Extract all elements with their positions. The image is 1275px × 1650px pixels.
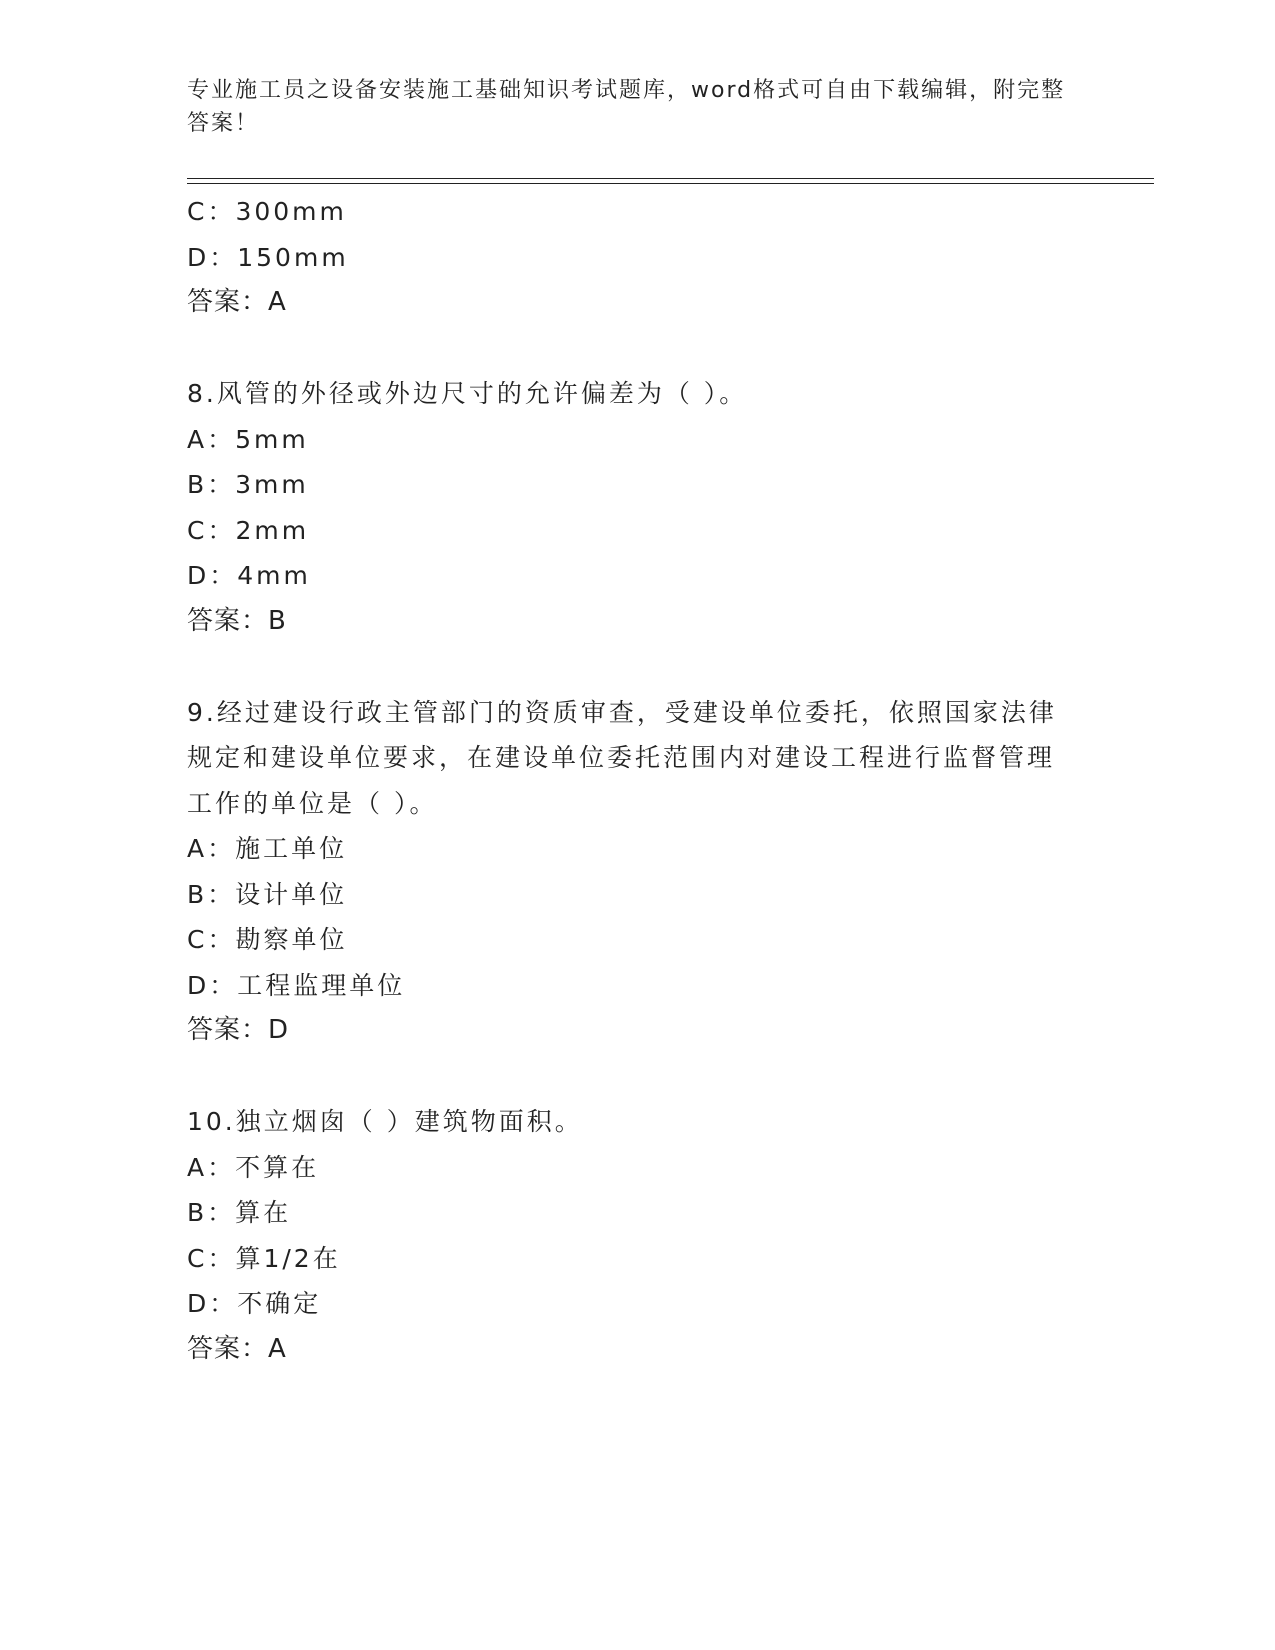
spacer — [187, 644, 1067, 690]
answer: 答案：B — [187, 605, 287, 636]
option-a: A：5mm — [187, 424, 309, 454]
answer: 答案：A — [187, 1333, 287, 1364]
header-rule-bottom — [187, 183, 1154, 184]
spacer — [187, 1054, 1067, 1100]
question-9 — [187, 690, 1067, 1054]
option-d: D：150mm — [187, 242, 349, 272]
answer: 答案：A — [187, 287, 287, 317]
question-10 — [187, 1099, 1067, 1372]
question-text: 9.经过建设行政主管部门的资质审查，受建设单位委托，依照国家法律规定和建设单位要求，在建设单位委托范围内对建设工程进行监督管理工作的单位是（ ）。 — [187, 697, 1057, 818]
option-b: B：算在 — [187, 1198, 292, 1227]
option-a: A：不算在 — [187, 1152, 320, 1182]
option-b: B：3mm — [187, 470, 309, 499]
header-title: 专业施工员之设备安装施工基础知识考试题库，word格式可自由下载编辑，附完整答案！ — [187, 78, 1066, 136]
question-text: 8.风管的外径或外边尺寸的允许偏差为（ ）。 — [187, 379, 748, 408]
option-c: C：300mm — [187, 197, 347, 226]
header-rule-top — [187, 178, 1154, 179]
spacer — [187, 326, 1067, 372]
option-a: A：施工单位 — [187, 834, 348, 863]
question-8 — [187, 371, 1067, 644]
document-header — [187, 74, 1067, 140]
question-text: 10.独立烟囱（ ）建筑物面积。 — [187, 1107, 583, 1136]
option-c: C：2mm — [187, 515, 310, 545]
document-body — [187, 189, 1067, 1372]
option-d: D：4mm — [187, 561, 311, 590]
option-c: C：算1/2在 — [187, 1243, 341, 1273]
option-d: D：工程监理单位 — [187, 970, 406, 1000]
option-d: D：不确定 — [187, 1289, 322, 1318]
answer: 答案：D — [187, 1015, 290, 1045]
option-b: B：设计单位 — [187, 879, 348, 909]
option-c: C：勘察单位 — [187, 925, 348, 954]
question-7-continued — [187, 189, 1067, 326]
